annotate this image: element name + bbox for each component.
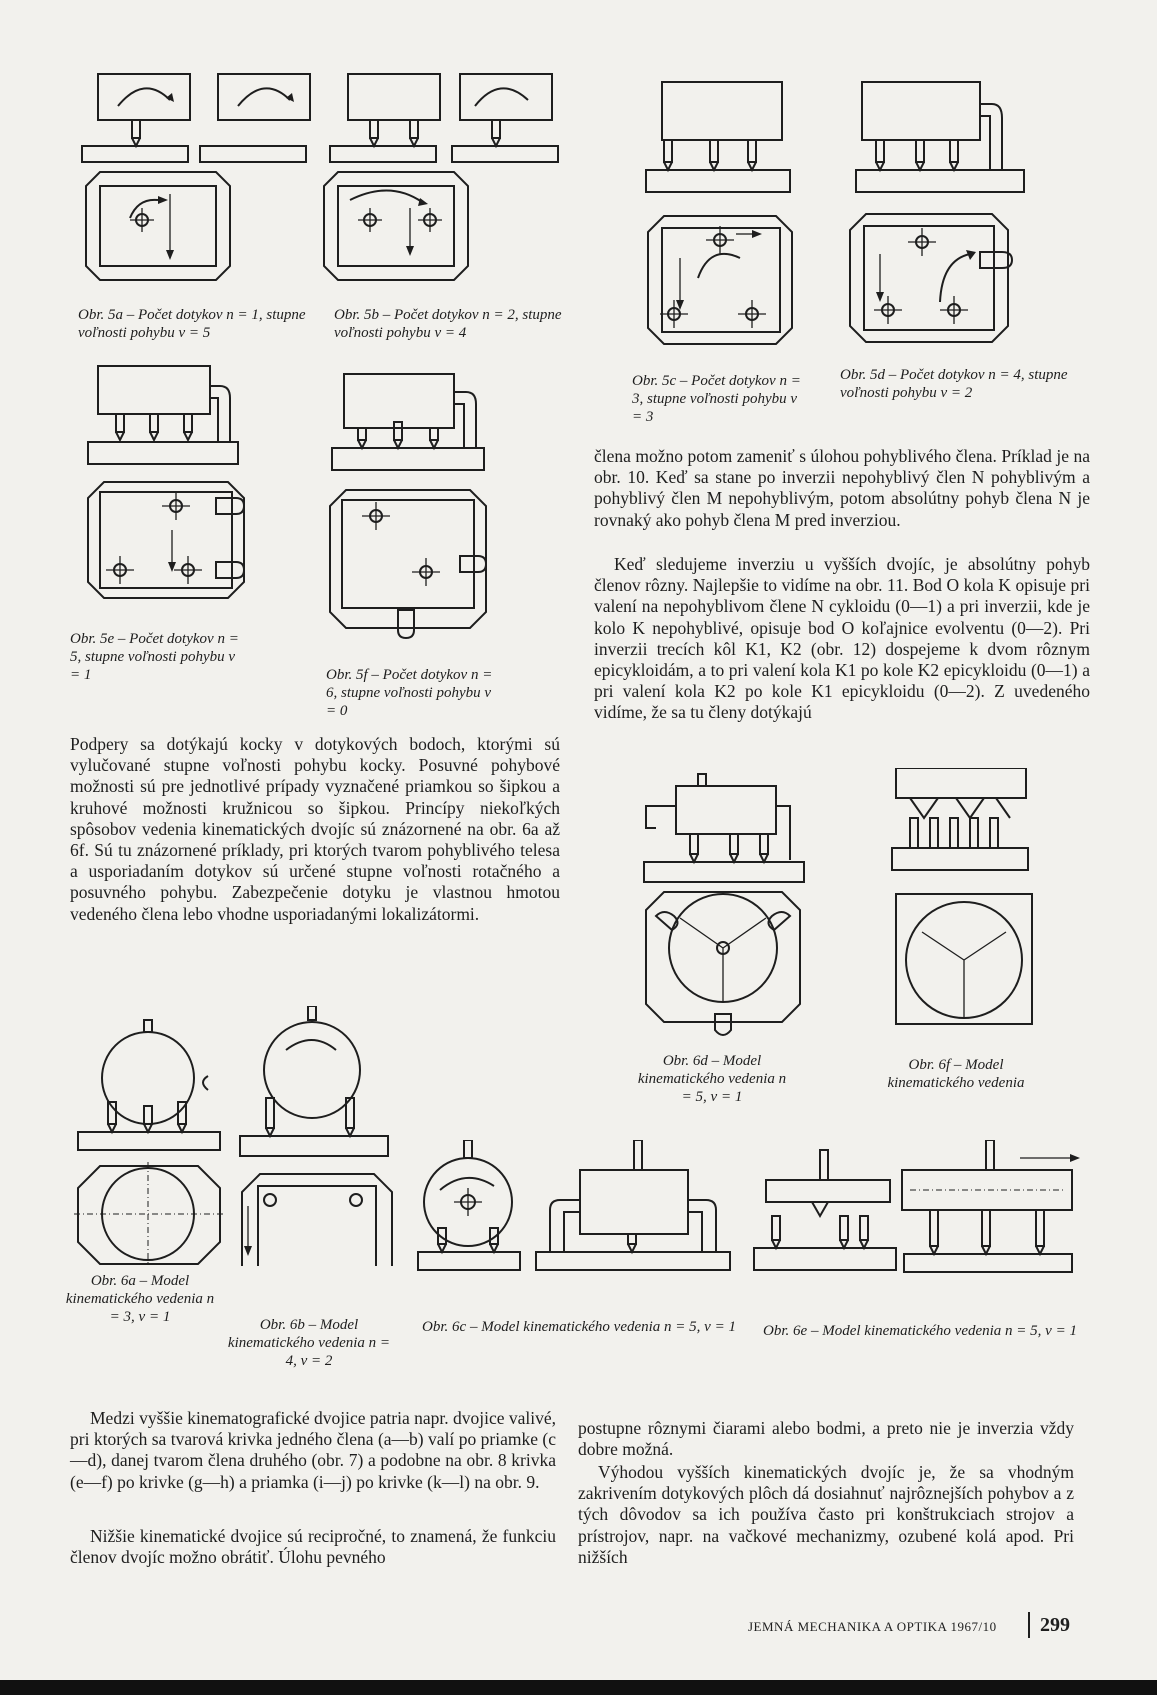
figure-5c-5d-drawing [640,78,1100,368]
paragraph-lower-pairs: Nižšie kinematické dvojice sú recipročné, to znamená, že funkciu členov dvojíc možno obrátiť. Úlohu pevného [70,1526,556,1568]
paragraph-gradually: postupne rôznymi čiarami alebo bodmi, a preto nie je inverzia vždy dobre možná. [578,1418,1074,1460]
figure-5a-caption: Obr. 5a – Počet dotykov n = 1, stupne voľnosti pohybu v = 5 [78,307,306,341]
scan-edge [0,1680,1157,1695]
page-number: 299 [1040,1614,1070,1636]
figure-6d-caption: Obr. 6d – Model kinematického vedenia n = 5, v = 1 [637,1053,787,1105]
paragraph-member-swap: člena možno potom zameniť s úlohou pohyblivého člena. Príklad je na obr. 10. Keď sa stane po inverzii nepohyblivý člen N pohyblivým a pohyblivý člen M nepohyblivým, potom absolútny pohyb člena N je rovnaký ako pohyb člena M pred inverziou. [594,446,1090,530]
figure-5d-caption: Obr. 5d – Počet dotykov n = 4, stupne voľnosti pohybu v = 2 [840,367,1068,401]
figure-5e-caption: Obr. 5e – Počet dotykov n = 5, stupne voľnosti pohybu v = 1 [70,631,239,683]
figure-6c-caption: Obr. 6c – Model kinematického vedenia n = 5, v = 1 [422,1319,736,1335]
journal-name: JEMNÁ MECHANIKA A OPTIKA 1967/10 [748,1619,997,1634]
figure-6d-6f-drawing [640,768,1050,1040]
paragraph-inversion: Keď sledujeme inverziu u vyšších dvojíc, je absolútny pohyb členov rôzny. Najlepšie to vidíme na obr. 11. Bod O kola K opisuje pri valení na nepohyblivom člene N cykloidu (0—1) a pri inverzii, kde je kolo K nepohyblivé, opisuje bod O koľajnice evolventu (0—2). Pri inverzii trecích kôl K1, K2 (obr. 12) dospejeme k dvom rôznym epicykloidám, a to pri valení kola K1 po kole K2 epicykloidu (0—1) a pri valení kola K2 po kole K1 epicykloidu (0—2). Z uvedeného vidíme, že sa tu členy dotýkajú [594,554,1090,723]
paragraph-supports: Podpery sa dotýkajú kocky v dotykových bodoch, ktorými sú vylučované stupne voľnosti pohybu kocky. Posuvné pohybové možnosti sú pre jednotlivé prípady vyznačené priamkou so šipkou a kruhové možnosti kružnicou so šipkou. Princípy niekoľkých spôsobov vedenia kinematických dvojíc sú znázornené na obr. 6a až 6f. Sú tu znázornené príklady, pri ktorých tvarom pohyblivého telesa a usporiadaním dotykov sú určené stupne voľnosti rotačného a posuvného pohybu. Zabezpečenie dotyku je vlastnou hmotou vedeného člena lebo vhodne usporiadanými lokalizátormi. [70,734,560,924]
figure-5a-5b-drawing [80,70,580,295]
figure-6c-6e-drawing [410,1140,1080,1274]
figure-5c-caption: Obr. 5c – Počet dotykov n = 3, stupne voľnosti pohybu v = 3 [632,373,801,425]
paragraph-advantage: Výhodou vyšších kinematických dvojíc je, že sa vhodným zakrivením dotykových plôch dá dosiahnuť najrôznejších pohybov a z tých dôvodov sa ich používa často pri konštrukciach strojov a prístrojov, napr. na vačkové mechanizmy, ozubené kolá apod. Pri nižších [578,1462,1074,1567]
figure-6a-caption: Obr. 6a – Model kinematického vedenia n = 3, v = 1 [65,1273,215,1325]
figure-5f-caption: Obr. 5f – Počet dotykov n = 6, stupne voľnosti pohybu v = 0 [326,667,493,719]
figure-5e-5f-drawing [80,362,500,652]
figure-6b-caption: Obr. 6b – Model kinematického vedenia n = 4, v = 2 [227,1317,391,1369]
figure-5b-caption: Obr. 5b – Počet dotykov n = 2, stupne voľnosti pohybu v = 4 [334,307,562,341]
page-footer [748,1610,1088,1640]
footer-divider [1028,1612,1030,1638]
figure-6f-caption: Obr. 6f – Model kinematického vedenia [887,1057,1025,1091]
figure-6e-caption: Obr. 6e – Model kinematického vedenia n = 5, v = 1 [763,1323,1077,1339]
figure-6a-6b-drawing [74,1006,404,1266]
paragraph-higher-pairs: Medzi vyššie kinematografické dvojice patria napr. dvojice valivé, pri ktorých sa tvarová krivka jedného člena (a—b) valí po priamke (c—d), danej tvarom člena druhého (obr. 7) a podobne na obr. 8 krivka (e—f) po krivke (g—h) a priamka (i—j) po krivke (k—l) na obr. 9. [70,1408,557,1492]
